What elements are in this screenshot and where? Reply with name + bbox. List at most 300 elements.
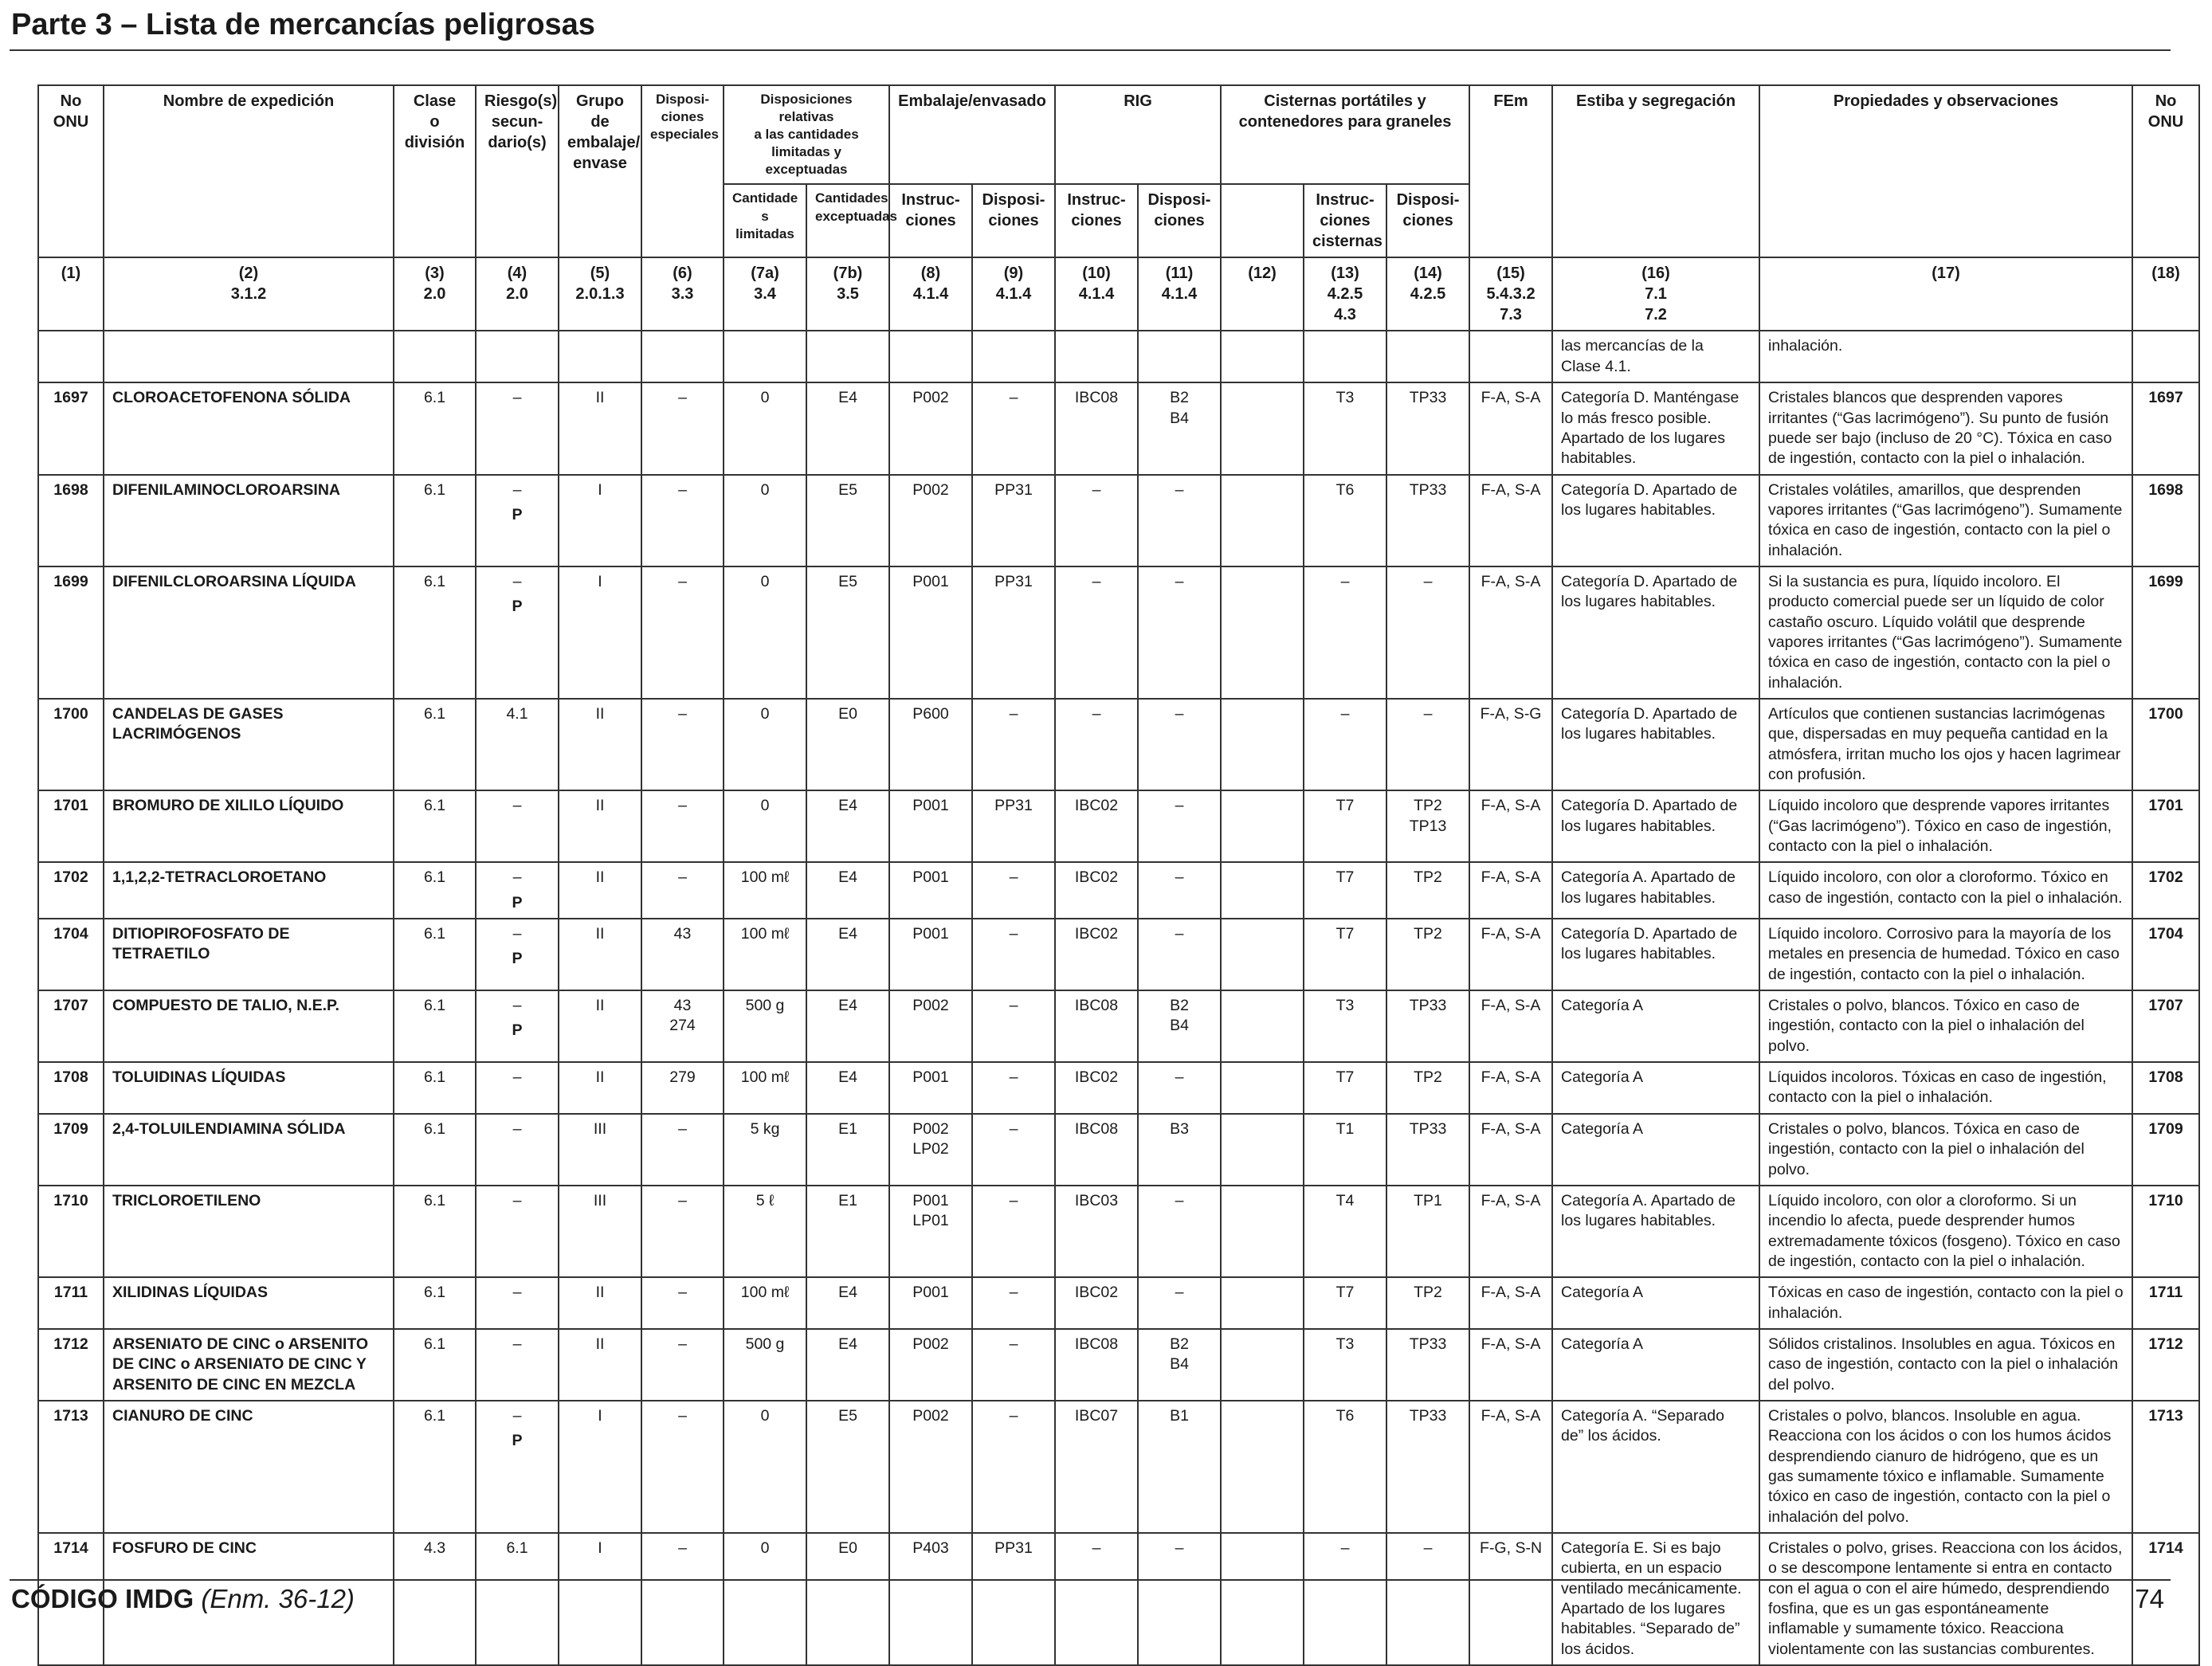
cell-rig-instrucciones: IBC08 [1055,1329,1138,1401]
cell-clase: 6.1 [394,1277,476,1329]
header-no-onu-right: No ONU [2132,85,2199,257]
continuation-estiba: las mercancías de la Clase 4.1. [1552,331,1759,382]
cell-grupo: III [559,1114,641,1186]
column-number-5: (5) 2.0.1.3 [559,257,641,331]
cell-grupo: II [559,1062,641,1114]
cell-cis-disposiciones: TP33 [1386,1401,1469,1533]
cell-no-onu-right: 1707 [2132,990,2199,1062]
header-nombre: Nombre de expedición [104,85,394,257]
cell-cis-instrucciones: T1 [1304,1114,1386,1186]
column-number-8: (7b) 3.5 [806,257,889,331]
header-disposiciones-especiales: Disposi- ciones especiales [641,85,724,257]
cell-no-onu: 1697 [38,382,104,474]
cell-fem: F-A, S-A [1469,790,1552,862]
marine-pollutant-mark: P [512,893,523,911]
cell-nombre: CANDELAS DE GASES LACRIMÓGENOS [104,699,394,790]
cell-cis-instrucciones: T3 [1304,382,1386,474]
cell-riesgo [476,382,559,474]
cell-disposiciones-especiales: – [641,1186,724,1277]
cell-nombre: TRICLOROETILENO [104,1186,394,1277]
cell-cis-disposiciones: TP33 [1386,990,1469,1062]
cell-grupo: I [559,475,641,566]
cell-cantidades-limitadas: 5 kg [724,1114,806,1186]
cell-estiba: Categoría A. Apartado de los lugares habitables. [1552,862,1759,919]
cell-clase: 6.1 [394,1186,476,1277]
cell-cantidades-exceptuadas: E1 [806,1186,889,1277]
cell-disposiciones-especiales: – [641,566,724,699]
cell-cantidades-exceptuadas: E4 [806,919,889,990]
header-propiedades: Propiedades y observaciones [1759,85,2132,257]
table-row [38,566,2199,699]
header-fem: FEm [1469,85,1552,257]
cell-propiedades: Líquido incoloro. Corrosivo para la mayoría de los metales en presencia de humedad. Tóxico en caso de ingestión, contacto con la piel o inhalación. [1759,919,2132,990]
cell-cantidades-exceptuadas: E4 [806,862,889,919]
cell-cantidades-limitadas: 0 [724,699,806,790]
table-row [38,990,2199,1062]
cell-cantidades-exceptuadas: E5 [806,475,889,566]
cell-col-12 [1221,475,1304,566]
cell-rig-instrucciones: IBC02 [1055,790,1138,862]
cell-emb-disposiciones: – [972,382,1055,474]
cell-disposiciones-especiales: – [641,1533,724,1665]
header-no-onu: No ONU [38,85,104,257]
column-number-18: (17) [1759,257,2132,331]
cell-disposiciones-especiales: – [641,475,724,566]
cell-cantidades-limitadas: 100 mℓ [724,1062,806,1114]
header-rig-disposiciones: Disposi- ciones [1138,184,1221,257]
cell-riesgo [476,1277,559,1329]
cell-no-onu: 1704 [38,919,104,990]
cell-nombre: DIFENILAMINOCLOROARSINA [104,475,394,566]
cell-grupo: II [559,862,641,919]
cell-cis-instrucciones: T7 [1304,1062,1386,1114]
cell-no-onu: 1708 [38,1062,104,1114]
cell-cantidades-exceptuadas: E4 [806,1062,889,1114]
cell-cis-disposiciones: TP33 [1386,1329,1469,1401]
cell-cantidades-exceptuadas: E5 [806,566,889,699]
cell-fem: F-A, S-A [1469,862,1552,919]
cell-cantidades-limitadas: 100 mℓ [724,1277,806,1329]
cell-emb-instrucciones: P002 [889,475,972,566]
table-row [38,475,2199,566]
riesgo-value: – [512,997,522,1015]
cell-no-onu: 1702 [38,862,104,919]
cell-nombre: FOSFURO DE CINC [104,1533,394,1665]
cell-no-onu-right: 1702 [2132,862,2199,919]
header-disposiciones-relativas: Disposiciones relativas a las cantidades limitadas y exceptuadas [724,85,889,184]
cell-col-12 [1221,919,1304,990]
cell-emb-instrucciones: P001 LP01 [889,1186,972,1277]
header-emb-disposiciones: Disposi- ciones [972,184,1055,257]
cell-estiba: Categoría A [1552,1062,1759,1114]
table-row [38,1114,2199,1186]
cell-cis-instrucciones: – [1304,566,1386,699]
cell-cis-instrucciones: T7 [1304,1277,1386,1329]
cell-cis-instrucciones: T7 [1304,862,1386,919]
marine-pollutant-mark: P [512,950,523,968]
cell-fem: F-A, S-A [1469,1401,1552,1533]
riesgo-value: – [512,572,522,590]
cell-disposiciones-especiales: – [641,1114,724,1186]
cell-cantidades-limitadas: 0 [724,1401,806,1533]
cell-cantidades-limitadas: 0 [724,790,806,862]
cell-no-onu-right: 1700 [2132,699,2199,790]
cell-cantidades-exceptuadas: E1 [806,1114,889,1186]
column-number-6: (6) 3.3 [641,257,724,331]
header-grupo: Grupo de embalaje/ envase [559,85,641,257]
column-number-2: (2) 3.1.2 [104,257,394,331]
cell-no-onu: 1709 [38,1114,104,1186]
cell-estiba: Categoría A [1552,1329,1759,1401]
cell-col-12 [1221,1329,1304,1401]
riesgo-value: – [512,1406,522,1425]
cell-nombre: BROMURO DE XILILO LÍQUIDO [104,790,394,862]
cell-grupo: III [559,1186,641,1277]
riesgo-value: – [512,389,522,407]
cell-propiedades: Sólidos cristalinos. Insolubles en agua. Tóxicos en caso de ingestión, contacto con la piel o inhalación del polvo. [1759,1329,2132,1401]
column-number-15: (14) 4.2.5 [1386,257,1469,331]
column-number-10: (9) 4.1.4 [972,257,1055,331]
marine-pollutant-mark: P [512,598,523,616]
cell-cantidades-exceptuadas: E4 [806,1329,889,1401]
cell-emb-instrucciones: P001 [889,919,972,990]
cell-rig-instrucciones: – [1055,699,1138,790]
cell-disposiciones-especiales: 279 [641,1062,724,1114]
cell-grupo: II [559,699,641,790]
cell-emb-disposiciones: – [972,862,1055,919]
table-row [38,1277,2199,1329]
dangerous-goods-table [37,84,2200,1666]
cell-cantidades-limitadas: 500 g [724,1329,806,1401]
cell-col-12 [1221,862,1304,919]
cell-rig-disposiciones: B3 [1138,1114,1221,1186]
cell-estiba: Categoría D. Apartado de los lugares habitables. [1552,919,1759,990]
header-cis-blank [1221,184,1304,257]
cell-propiedades: Líquidos incoloros. Tóxicas en caso de ingestión, contacto con la piel o inhalación. [1759,1062,2132,1114]
cell-col-12 [1221,1114,1304,1186]
cell-no-onu-right: 1701 [2132,790,2199,862]
cell-rig-disposiciones: – [1138,566,1221,699]
riesgo-value: – [512,925,522,943]
cell-estiba: Categoría D. Apartado de los lugares habitables. [1552,566,1759,699]
cell-fem: F-G, S-N [1469,1533,1552,1665]
cell-rig-instrucciones: IBC08 [1055,1114,1138,1186]
cell-propiedades: Si la sustancia es pura, líquido incoloro. El producto comercial puede ser un líquido de color castaño oscuro. Líquido volátil que desprende vapores irritantes (“Gas lacrimógeno”). Sumamente tóxica en caso de ingestión, contacto con la piel o inhalación. [1759,566,2132,699]
column-numbers-row [38,257,2199,331]
cell-cis-instrucciones: T7 [1304,919,1386,990]
riesgo-value: – [512,1119,522,1138]
cell-emb-instrucciones: P002 [889,1401,972,1533]
cell-estiba: Categoría E. Si es bajo cubierta, en un espacio ventilado mecánicamente. Apartado de los lugares habitables. “Separado de” los ácidos. [1552,1533,1759,1665]
table-row [38,1533,2199,1665]
cell-rig-instrucciones: IBC02 [1055,1062,1138,1114]
cell-clase: 6.1 [394,919,476,990]
cell-clase: 6.1 [394,699,476,790]
cell-fem: F-A, S-A [1469,1329,1552,1401]
cell-rig-disposiciones: – [1138,1533,1221,1665]
cell-col-12 [1221,566,1304,699]
footer-title [11,1584,355,1614]
cell-cantidades-exceptuadas: E4 [806,990,889,1062]
table-row [38,862,2199,919]
cell-estiba: Categoría A. Apartado de los lugares habitables. [1552,1186,1759,1277]
cell-propiedades: Cristales o polvo, blancos. Tóxico en caso de ingestión, contacto con la piel o inhalación del polvo. [1759,990,2132,1062]
cell-emb-instrucciones: P001 [889,862,972,919]
cell-no-onu-right: 1710 [2132,1186,2199,1277]
cell-cis-instrucciones: T3 [1304,1329,1386,1401]
cell-cis-instrucciones: T7 [1304,790,1386,862]
cell-emb-disposiciones: – [972,1062,1055,1114]
cell-disposiciones-especiales: – [641,382,724,474]
cell-rig-instrucciones: – [1055,1533,1138,1665]
column-number-1: (1) [38,257,104,331]
cell-fem: F-A, S-A [1469,1277,1552,1329]
cell-emb-disposiciones: PP31 [972,790,1055,862]
cell-rig-disposiciones: B2 B4 [1138,990,1221,1062]
cell-col-12 [1221,1062,1304,1114]
cell-propiedades: Tóxicas en caso de ingestión, contacto con la piel o inhalación. [1759,1277,2132,1329]
cell-col-12 [1221,1401,1304,1533]
cell-grupo: I [559,1533,641,1665]
cell-clase: 6.1 [394,1329,476,1401]
cell-cis-disposiciones: TP2 TP13 [1386,790,1469,862]
cell-disposiciones-especiales: – [641,1329,724,1401]
cell-cis-disposiciones: TP33 [1386,382,1469,474]
cell-rig-disposiciones: – [1138,475,1221,566]
cell-fem: F-A, S-A [1469,566,1552,699]
riesgo-value: – [512,1068,522,1087]
marine-pollutant-mark: P [512,505,523,523]
cell-nombre: DITIOPIROFOSFATO DE TETRAETILO [104,919,394,990]
cell-cis-instrucciones: T3 [1304,990,1386,1062]
cell-cis-disposiciones: TP33 [1386,475,1469,566]
cell-disposiciones-especiales: 43 [641,919,724,990]
cell-rig-disposiciones: – [1138,862,1221,919]
header-cantidades-limitadas: Cantidade s limitadas [724,184,806,257]
column-number-14: (13) 4.2.5 4.3 [1304,257,1386,331]
cell-rig-disposiciones: – [1138,1062,1221,1114]
cell-emb-disposiciones: – [972,919,1055,990]
cell-no-onu-right: 1714 [2132,1533,2199,1665]
cell-emb-disposiciones: – [972,699,1055,790]
cell-col-12 [1221,1533,1304,1665]
cell-fem: F-A, S-A [1469,1114,1552,1186]
cell-riesgo [476,1114,559,1186]
cell-emb-disposiciones: – [972,1114,1055,1186]
cell-riesgo [476,790,559,862]
cell-estiba: Categoría D. Manténgase lo más fresco posible. Apartado de los lugares habitables. [1552,382,1759,474]
cell-rig-instrucciones: IBC08 [1055,990,1138,1062]
cell-estiba: Categoría A. “Separado de” los ácidos. [1552,1401,1759,1533]
cell-disposiciones-especiales: – [641,1401,724,1533]
cell-cis-disposiciones: – [1386,699,1469,790]
cell-rig-instrucciones: – [1055,475,1138,566]
cell-no-onu: 1698 [38,475,104,566]
cell-clase: 6.1 [394,475,476,566]
cell-clase: 6.1 [394,990,476,1062]
cell-emb-instrucciones: P001 [889,1062,972,1114]
cell-riesgo [476,1401,559,1533]
cell-disposiciones-especiales: – [641,1277,724,1329]
cell-cis-disposiciones: TP1 [1386,1186,1469,1277]
cell-rig-disposiciones: B2 B4 [1138,382,1221,474]
cell-cis-disposiciones: TP2 [1386,919,1469,990]
cell-estiba: Categoría A [1552,1114,1759,1186]
cell-nombre: COMPUESTO DE TALIO, N.E.P. [104,990,394,1062]
cell-col-12 [1221,382,1304,474]
cell-cis-instrucciones: – [1304,699,1386,790]
cell-emb-disposiciones: – [972,1401,1055,1533]
cell-no-onu: 1707 [38,990,104,1062]
page-title: Parte 3 – Lista de mercancías peligrosas [11,8,595,41]
cell-cis-instrucciones: – [1304,1533,1386,1665]
cell-riesgo [476,1533,559,1665]
cell-rig-instrucciones: – [1055,566,1138,699]
cell-disposiciones-especiales: – [641,862,724,919]
footer-code: CÓDIGO IMDG [11,1584,194,1613]
cell-estiba: Categoría D. Apartado de los lugares habitables. [1552,790,1759,862]
cell-cantidades-exceptuadas: E5 [806,1401,889,1533]
cell-rig-instrucciones: IBC07 [1055,1401,1138,1533]
table-row [38,1401,2199,1533]
cell-rig-disposiciones: – [1138,699,1221,790]
cell-cantidades-exceptuadas: E4 [806,790,889,862]
cell-col-12 [1221,1277,1304,1329]
cell-emb-disposiciones: – [972,1277,1055,1329]
cell-grupo: II [559,919,641,990]
cell-fem: F-A, S-A [1469,1186,1552,1277]
cell-no-onu: 1714 [38,1533,104,1665]
cell-cantidades-limitadas: 0 [724,475,806,566]
cell-grupo: II [559,1277,641,1329]
cell-disposiciones-especiales: 43 274 [641,990,724,1062]
cell-emb-instrucciones: P002 [889,990,972,1062]
cell-clase: 6.1 [394,566,476,699]
cell-estiba: Categoría D. Apartado de los lugares habitables. [1552,699,1759,790]
header-cis-instrucciones: Instruc- ciones cisternas [1304,184,1386,257]
cell-no-onu-right: 1698 [2132,475,2199,566]
cell-propiedades: Cristales blancos que desprenden vapores irritantes (“Gas lacrimógeno”). Su punto de fusión puede ser bajo (incluso de 20 °C). Tóxica en caso de ingestión, contacto con la piel o inhalación. [1759,382,2132,474]
cell-emb-disposiciones: PP31 [972,475,1055,566]
cell-no-onu: 1701 [38,790,104,862]
cell-cantidades-exceptuadas: E0 [806,699,889,790]
cell-emb-instrucciones: P403 [889,1533,972,1665]
cell-fem: F-A, S-A [1469,382,1552,474]
cell-rig-instrucciones: IBC02 [1055,1277,1138,1329]
cell-emb-instrucciones: P002 [889,382,972,474]
cell-fem: F-A, S-A [1469,1062,1552,1114]
cell-cis-instrucciones: T6 [1304,1401,1386,1533]
cell-nombre: TOLUIDINAS LÍQUIDAS [104,1062,394,1114]
cell-propiedades: Cristales o polvo, blancos. Insoluble en agua. Reacciona con los ácidos o con los humos ácidos desprendiendo cianuro de hidrógeno, que es un gas sumamente tóxico e inflamable. Sumamente tóxico en caso de ingestión, contacto con la piel o inhalación del polvo. [1759,1401,2132,1533]
cell-nombre: 1,1,2,2-TETRACLOROETANO [104,862,394,919]
column-number-17: (16) 7.1 7.2 [1552,257,1759,331]
cell-cis-instrucciones: T6 [1304,475,1386,566]
cell-fem: F-A, S-A [1469,475,1552,566]
cell-emb-instrucciones: P001 [889,790,972,862]
header-clase: Clase o división [394,85,476,257]
cell-no-onu: 1711 [38,1277,104,1329]
cell-no-onu-right: 1704 [2132,919,2199,990]
cell-clase: 6.1 [394,790,476,862]
cell-emb-disposiciones: PP31 [972,1533,1055,1665]
cell-cantidades-limitadas: 0 [724,382,806,474]
column-number-9: (8) 4.1.4 [889,257,972,331]
cell-rig-instrucciones: IBC08 [1055,382,1138,474]
cell-rig-instrucciones: IBC03 [1055,1186,1138,1277]
cell-rig-disposiciones: – [1138,1186,1221,1277]
header-rig: RIG [1055,85,1221,184]
cell-disposiciones-especiales: – [641,790,724,862]
riesgo-value: – [512,1284,522,1302]
riesgo-value: – [512,797,522,815]
cell-disposiciones-especiales: – [641,699,724,790]
cell-emb-instrucciones: P002 LP02 [889,1114,972,1186]
cell-estiba: Categoría D. Apartado de los lugares habitables. [1552,475,1759,566]
cell-no-onu: 1700 [38,699,104,790]
column-number-16: (15) 5.4.3.2 7.3 [1469,257,1552,331]
cell-rig-disposiciones: B1 [1138,1401,1221,1533]
marine-pollutant-mark: P [512,1432,523,1450]
cell-emb-instrucciones: P002 [889,1329,972,1401]
cell-propiedades: Artículos que contienen sustancias lacrimógenas que, dispersadas en muy pequeña cantidad en la atmósfera, irritan mucho los ojos y hacen lagrimear con profusión. [1759,699,2132,790]
cell-rig-disposiciones: – [1138,790,1221,862]
riesgo-value: 6.1 [506,1539,528,1557]
cell-riesgo [476,1329,559,1401]
continuation-propiedades: inhalación. [1759,331,2132,382]
cell-clase: 6.1 [394,382,476,474]
header-cisternas: Cisternas portátiles y contenedores para graneles [1221,85,1469,184]
table-row [38,382,2199,474]
cell-cantidades-limitadas: 100 mℓ [724,862,806,919]
column-number-3: (3) 2.0 [394,257,476,331]
cell-rig-instrucciones: IBC02 [1055,919,1138,990]
cell-rig-disposiciones: – [1138,919,1221,990]
column-number-11: (10) 4.1.4 [1055,257,1138,331]
header-riesgo: Riesgo(s) secun- dario(s) [476,85,559,257]
cell-propiedades: Cristales o polvo, blancos. Tóxica en caso de ingestión, contacto con la piel o inhalación del polvo. [1759,1114,2132,1186]
cell-cantidades-limitadas: 5 ℓ [724,1186,806,1277]
cell-no-onu: 1712 [38,1329,104,1401]
cell-propiedades: Líquido incoloro, con olor a cloroformo. Si un incendio lo afecta, puede desprender humos extremadamente tóxicos (fosgeno). Tóxico en caso de ingestión, contacto con la piel o inhalación. [1759,1186,2132,1277]
cell-propiedades: Cristales o polvo, grises. Reacciona con los ácidos, o se descompone lentamente si entra en contacto con el agua o con el aire húmedo, desprendiendo fosfina, que es un gas espontáneamente inflamable y sumamente tóxico. Reacciona violentamente con las sustancias comburentes. [1759,1533,2132,1665]
cell-emb-instrucciones: P600 [889,699,972,790]
cell-grupo: I [559,566,641,699]
cell-cis-disposiciones: – [1386,566,1469,699]
cell-clase: 6.1 [394,1114,476,1186]
cell-grupo: II [559,790,641,862]
cell-riesgo [476,475,559,566]
cell-riesgo [476,990,559,1062]
column-number-12: (11) 4.1.4 [1138,257,1221,331]
cell-fem: F-A, S-G [1469,699,1552,790]
cell-riesgo [476,1062,559,1114]
cell-clase: 6.1 [394,1062,476,1114]
header-emb-instrucciones: Instruc- ciones [889,184,972,257]
cell-no-onu-right: 1713 [2132,1401,2199,1533]
table-row [38,790,2199,862]
table-row [38,699,2199,790]
cell-grupo: II [559,382,641,474]
marine-pollutant-mark: P [512,1021,523,1040]
cell-estiba: Categoría A [1552,1277,1759,1329]
cell-cis-disposiciones: TP33 [1386,1114,1469,1186]
riesgo-value: – [512,868,522,887]
cell-grupo: II [559,1329,641,1401]
cell-propiedades: Líquido incoloro, con olor a cloroformo. Tóxico en caso de ingestión, contacto con la piel o inhalación. [1759,862,2132,919]
column-number-19: (18) [2132,257,2199,331]
header-embalaje: Embalaje/envasado [889,85,1055,184]
